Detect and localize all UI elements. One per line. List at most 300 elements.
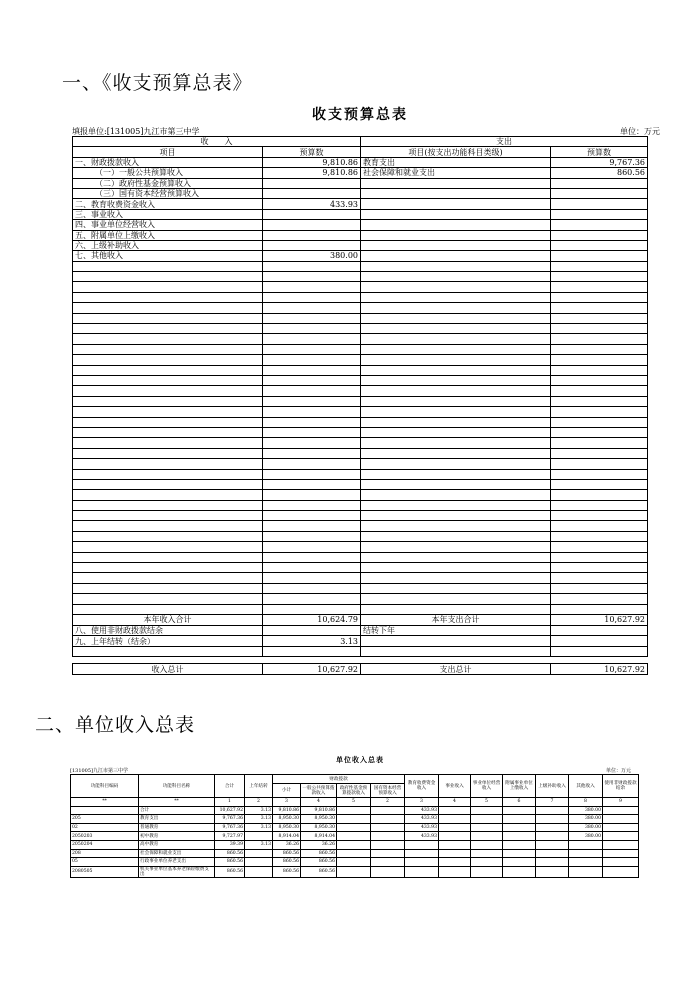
superior-value (536, 866, 569, 877)
budget-empty-row (73, 448, 648, 458)
total-value: 860.56 (215, 849, 245, 858)
state-cap-value (371, 806, 405, 815)
other-value: 380.00 (569, 806, 603, 815)
empty-cell (361, 438, 551, 448)
empty-cell (361, 552, 551, 562)
h-prev: 上年结转 (245, 775, 273, 798)
budget-total-row (73, 614, 648, 625)
general-value: 9,810.86 (301, 806, 337, 815)
prev-value: 3.13 (245, 806, 273, 815)
h-general: 一般公共预算拨款收入 (302, 785, 335, 796)
gov-fund-value (337, 858, 371, 867)
h-name: 功能科目名称 (139, 775, 215, 798)
empty-cell (361, 324, 551, 334)
empty-cell (361, 646, 551, 656)
general-value: 860.56 (301, 858, 337, 867)
unit-header-row-1 (71, 775, 639, 784)
empty-cell (263, 531, 361, 541)
empty-cell (73, 511, 263, 521)
empty-cell (551, 396, 648, 406)
empty-cell (551, 282, 648, 292)
empty-cell (263, 324, 361, 334)
budget-empty-row (73, 552, 648, 562)
gov-fund-value (337, 823, 371, 832)
empty-cell (361, 282, 551, 292)
func-code: 05 (71, 858, 139, 867)
empty-cell (551, 292, 648, 302)
nonfiscal-value (603, 858, 639, 867)
edu-fee-value: 433.93 (405, 815, 439, 824)
empty-cell (361, 448, 551, 458)
empty-cell (551, 313, 648, 323)
career-value (439, 815, 471, 824)
income-budget: 380.00 (263, 251, 361, 261)
prev-value: 3.13 (245, 840, 273, 849)
empty-cell (73, 542, 263, 552)
func-code: 2050203 (71, 832, 139, 841)
income-item: 三、事业收入 (73, 209, 263, 219)
budget-empty-row (73, 531, 648, 541)
superior-value (536, 832, 569, 841)
income-item: 一、财政拨款收入 (73, 157, 263, 167)
budget-empty-row (73, 427, 648, 437)
budget-empty-row (73, 261, 648, 271)
budget-empty-row (73, 282, 648, 292)
empty-cell (551, 272, 648, 282)
expense-budget (551, 230, 648, 240)
career-value (439, 849, 471, 858)
empty-cell (551, 344, 648, 354)
empty-cell (551, 365, 648, 375)
prev-balance: 3.13 (263, 636, 361, 646)
budget-empty-row (73, 500, 648, 510)
total-value: 9,767.36 (215, 823, 245, 832)
empty-cell (551, 500, 648, 510)
unit-income-row (71, 806, 639, 815)
empty-cell (73, 313, 263, 323)
other-value (569, 849, 603, 858)
empty-cell (73, 292, 263, 302)
operation-value (471, 840, 503, 849)
empty-cell (551, 646, 648, 656)
empty-cell (263, 282, 361, 292)
expense-budget (551, 220, 648, 230)
empty-cell (263, 469, 361, 479)
budget-empty-row (73, 334, 648, 344)
empty-cell (551, 531, 648, 541)
budget-empty-row (73, 521, 648, 531)
empty-cell (73, 365, 263, 375)
income-budget (263, 188, 361, 198)
index-cell: 3 (405, 798, 439, 807)
total-income-label: 本年收入合计 (73, 614, 263, 625)
budget-empty-row (73, 324, 648, 334)
income-item: 五、附属单位上缴收入 (73, 230, 263, 240)
total-value: 10,627.92 (215, 806, 245, 815)
gov-fund-value (337, 832, 371, 841)
index-cell: 1 (215, 798, 245, 807)
empty-cell (361, 604, 551, 614)
empty-cell (361, 573, 551, 583)
subtotal-value: 8,950.30 (273, 823, 301, 832)
unit-index-row (71, 798, 639, 807)
prev-value: 3.13 (245, 815, 273, 824)
empty-cell (551, 427, 648, 437)
empty-cell (73, 272, 263, 282)
h-edu-fee: 教育收费资金收入 (405, 775, 439, 798)
budget-empty-row (73, 396, 648, 406)
unit-income-money-unit: 单位：万元 (606, 768, 632, 774)
empty-cell (361, 313, 551, 323)
h-other: 其他收入 (569, 775, 603, 798)
gov-fund-value (337, 849, 371, 858)
empty-cell (551, 552, 648, 562)
career-value (439, 806, 471, 815)
index-cell: ** (71, 798, 139, 807)
career-value (439, 840, 471, 849)
expense-item (361, 199, 551, 209)
superior-value (536, 815, 569, 824)
nonfiscal-value (603, 832, 639, 841)
func-name: 普通教育 (139, 823, 215, 832)
budget-empty-row (73, 542, 648, 552)
empty-cell (361, 303, 551, 313)
empty-cell (361, 355, 551, 365)
empty-cell (551, 448, 648, 458)
carry-forward-label: 结转下年 (361, 625, 551, 635)
income-budget: 433.93 (263, 199, 361, 209)
func-name: 行政事业单位养老支出 (139, 858, 215, 867)
empty-cell (73, 583, 263, 593)
state-cap-value (371, 815, 405, 824)
empty-cell (263, 646, 361, 656)
expense-budget (551, 199, 648, 209)
empty-cell (361, 490, 551, 500)
empty-cell (73, 459, 263, 469)
h-career: 事业收入 (439, 775, 471, 798)
unit-income-row (71, 866, 639, 877)
other-value (569, 858, 603, 867)
index-cell: 7 (536, 798, 569, 807)
empty-cell (263, 261, 361, 271)
income-budget: 9,810.86 (263, 168, 361, 178)
total-value: 39.39 (215, 840, 245, 849)
state-cap-value (371, 858, 405, 867)
func-code: 02 (71, 823, 139, 832)
state-cap-value (371, 832, 405, 841)
prev-value: 3.13 (245, 823, 273, 832)
general-value: 860.56 (301, 849, 337, 858)
other-value (569, 840, 603, 849)
empty-cell (73, 303, 263, 313)
empty-cell (551, 355, 648, 365)
col-expense-budget: 预算数 (551, 147, 648, 157)
grand-expense-label: 支出总计 (361, 664, 551, 675)
budget-empty-row (73, 292, 648, 302)
expense-budget (551, 251, 648, 261)
empty-cell (361, 344, 551, 354)
empty-cell (361, 334, 551, 344)
empty-cell (263, 552, 361, 562)
h-affiliated: 附属事业单位上缴收入 (503, 775, 536, 798)
unit-income-row (71, 832, 639, 841)
empty-cell (73, 417, 263, 427)
income-budget: 9,810.86 (263, 157, 361, 167)
empty-cell (73, 479, 263, 489)
other-value: 380.00 (569, 832, 603, 841)
func-name: 教育支出 (139, 815, 215, 824)
unit-income-row (71, 823, 639, 832)
empty-cell (361, 479, 551, 489)
income-item: （二）政府性基金预算收入 (73, 178, 263, 188)
budget-empty-row (73, 479, 648, 489)
total-expense-label: 本年支出合计 (361, 614, 551, 625)
budget-empty-row (73, 272, 648, 282)
gov-fund-value (337, 840, 371, 849)
career-value (439, 832, 471, 841)
nonfiscal-value (603, 815, 639, 824)
empty-cell (551, 573, 648, 583)
subtotal-value: 860.56 (273, 858, 301, 867)
expense-item: 社会保障和就业支出 (361, 168, 551, 178)
total-expense: 10,627.92 (551, 614, 648, 625)
subtotal-value: 36.26 (273, 840, 301, 849)
empty-cell (263, 573, 361, 583)
index-cell: 2 (245, 798, 273, 807)
empty-cell (73, 386, 263, 396)
unit-income-table (70, 774, 639, 878)
empty-cell (551, 594, 648, 604)
empty-cell (263, 500, 361, 510)
expense-header: 支出 (361, 137, 648, 147)
empty-cell (263, 365, 361, 375)
func-code: 208 (71, 849, 139, 858)
empty-cell (551, 324, 648, 334)
func-name: 高中教育 (139, 840, 215, 849)
func-code (71, 806, 139, 815)
col-item: 项目 (73, 147, 263, 157)
budget-row (73, 230, 648, 240)
expense-item (361, 251, 551, 261)
empty-cell (73, 282, 263, 292)
index-cell: 5 (471, 798, 503, 807)
state-cap-value (371, 866, 405, 877)
empty-cell (361, 417, 551, 427)
index-cell: 2 (371, 798, 405, 807)
budget-prev-row (73, 636, 648, 646)
edu-fee-value: 433.93 (405, 823, 439, 832)
empty-cell (361, 500, 551, 510)
budget-empty-row (73, 365, 648, 375)
affiliated-value (503, 823, 536, 832)
empty-cell (361, 521, 551, 531)
empty-cell (551, 490, 648, 500)
header-row-columns (73, 147, 648, 157)
empty-cell (263, 396, 361, 406)
affiliated-value (503, 806, 536, 815)
nonfiscal-value (603, 840, 639, 849)
expense-item (361, 188, 551, 198)
budget-empty-row (73, 573, 648, 583)
section-heading-2: 二、单位收入总表 (35, 714, 196, 736)
empty-cell (551, 375, 648, 385)
operation-value (471, 866, 503, 877)
career-value (439, 823, 471, 832)
career-value (439, 866, 471, 877)
affiliated-value (503, 858, 536, 867)
empty-cell (263, 448, 361, 458)
edu-fee-value: 433.93 (405, 832, 439, 841)
empty-cell (73, 355, 263, 365)
prev-value (245, 849, 273, 858)
superior-value (536, 849, 569, 858)
operation-value (471, 832, 503, 841)
index-cell: 8 (569, 798, 603, 807)
expense-item (361, 220, 551, 230)
empty-cell (551, 261, 648, 271)
h-total: 合计 (215, 775, 245, 798)
prev-value (245, 858, 273, 867)
other-value (569, 866, 603, 877)
empty-cell (73, 324, 263, 334)
budget-row (73, 240, 648, 250)
empty-cell (263, 334, 361, 344)
empty-cell (551, 563, 648, 573)
total-income: 10,624.79 (263, 614, 361, 625)
prev-value (245, 832, 273, 841)
empty-cell (361, 386, 551, 396)
general-value: 860.56 (301, 866, 337, 877)
h-gov-fund: 政府性基金预算拨款收入 (337, 784, 371, 798)
empty-cell (263, 386, 361, 396)
empty-cell (73, 375, 263, 385)
h-state-cap: 国有资本经营预算收入 (371, 784, 405, 798)
total-value: 9,727.97 (215, 832, 245, 841)
unit-income-title: 单位收入总表 (336, 755, 384, 764)
func-name: 合计 (139, 806, 215, 815)
empty-cell (73, 521, 263, 531)
func-name: 机关事业单位基本养老保险缴费支出 (139, 866, 215, 877)
general-value: 8,914.04 (301, 832, 337, 841)
total-value: 860.56 (215, 866, 245, 877)
operation-value (471, 823, 503, 832)
budget-empty-row (73, 646, 648, 656)
empty-cell (361, 396, 551, 406)
general-value: 36.26 (301, 840, 337, 849)
empty-cell (263, 407, 361, 417)
h-fiscal: 财政拨款 (273, 775, 405, 784)
budget-row (73, 157, 648, 167)
empty-cell (73, 500, 263, 510)
affiliated-value (503, 840, 536, 849)
func-name: 社会保障和就业支出 (139, 849, 215, 858)
career-value (439, 858, 471, 867)
unit-income-row (71, 840, 639, 849)
empty-cell (263, 459, 361, 469)
superior-value (536, 806, 569, 815)
operation-value (471, 806, 503, 815)
index-cell: 9 (603, 798, 639, 807)
empty-cell (73, 563, 263, 573)
budget-empty-row (73, 407, 648, 417)
budget-summary-table (72, 136, 648, 675)
income-item: 七、其他收入 (73, 251, 263, 261)
prev-value (245, 866, 273, 877)
empty-cell (73, 531, 263, 541)
unit-income-unit-name: [131005]九江市第三中学 (70, 768, 128, 774)
budget-empty-row (73, 303, 648, 313)
empty-cell (263, 292, 361, 302)
operation-value (471, 858, 503, 867)
gov-fund-value (337, 806, 371, 815)
subtotal-value: 860.56 (273, 866, 301, 877)
empty-cell (73, 261, 263, 271)
other-value: 380.00 (569, 823, 603, 832)
empty-cell (361, 583, 551, 593)
expense-budget: 860.56 (551, 168, 648, 178)
superior-value (536, 823, 569, 832)
empty-cell (263, 438, 361, 448)
empty-cell (73, 396, 263, 406)
func-code: 2080505 (71, 866, 139, 877)
empty-cell (263, 583, 361, 593)
func-name: 初中教育 (139, 832, 215, 841)
gov-fund-value (337, 866, 371, 877)
budget-nonfiscal-row (73, 625, 648, 635)
empty-cell (263, 521, 361, 531)
func-code: 205 (71, 815, 139, 824)
affiliated-value (503, 815, 536, 824)
budget-row (73, 220, 648, 230)
subtotal-value: 860.56 (273, 849, 301, 858)
budget-empty-row (73, 459, 648, 469)
gap-cell (73, 657, 648, 664)
state-cap-value (371, 849, 405, 858)
income-item: （一）一般公共预算收入 (73, 168, 263, 178)
col-budget: 预算数 (263, 147, 361, 157)
empty-cell (73, 427, 263, 437)
empty-cell (361, 511, 551, 521)
budget-empty-row (73, 438, 648, 448)
income-item: （三）国有资本经营预算收入 (73, 188, 263, 198)
empty-cell (263, 375, 361, 385)
affiliated-value (503, 832, 536, 841)
empty-cell (263, 490, 361, 500)
empty-cell (551, 417, 648, 427)
expense-item (361, 178, 551, 188)
income-item: 二、教育收费资金收入 (73, 199, 263, 209)
subtotal-value: 9,810.86 (273, 806, 301, 815)
index-cell: 6 (503, 798, 536, 807)
empty-cell (361, 292, 551, 302)
expense-budget (551, 188, 648, 198)
h-code: 功能科目编码 (71, 775, 139, 798)
empty-cell (73, 552, 263, 562)
operation-value (471, 849, 503, 858)
superior-value (536, 840, 569, 849)
budget-row (73, 168, 648, 178)
empty-cell (263, 563, 361, 573)
empty-cell (73, 646, 263, 656)
budget-empty-row (73, 604, 648, 614)
budget-empty-row (73, 375, 648, 385)
h-superior: 上级补助收入 (536, 775, 569, 798)
expense-budget (551, 178, 648, 188)
grand-income: 10,627.92 (263, 664, 361, 675)
unit-income-row (71, 858, 639, 867)
state-cap-value (371, 840, 405, 849)
empty-cell (263, 511, 361, 521)
